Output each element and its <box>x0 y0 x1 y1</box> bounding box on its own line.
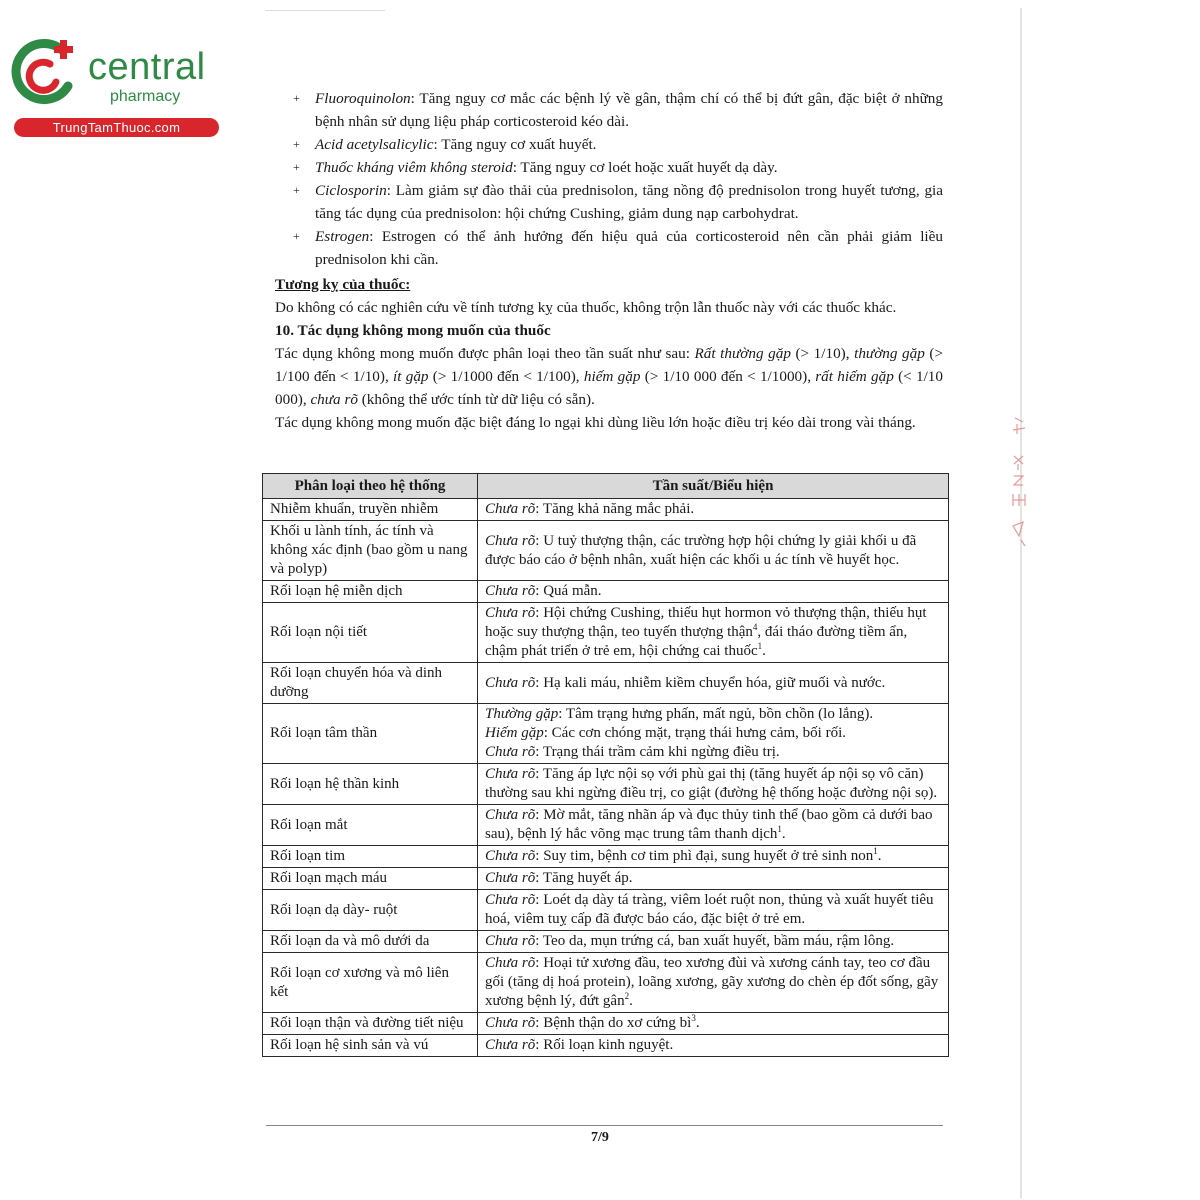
logo-name: central <box>88 46 206 88</box>
incompat-heading: Tương kỵ của thuốc: <box>275 276 411 293</box>
category-cell: Rối loạn dạ dày- ruột <box>263 890 478 931</box>
effect-cell <box>478 499 949 521</box>
effect-text: : Trạng thái trầm cảm khi ngừng điều trị. <box>535 744 780 760</box>
effect-text: , đái tháo đường tiềm ẩn, chậm phát triển ở trẻ em, hội chứng cai thuốc <box>485 624 908 659</box>
central-logo-icon <box>10 38 82 110</box>
table-row <box>263 868 949 890</box>
table-row <box>263 1035 949 1057</box>
effect-line <box>485 705 941 724</box>
effect-line <box>485 954 941 1011</box>
effect-line <box>485 847 941 866</box>
category-cell: Rối loạn hệ sinh sản và vú <box>263 1035 478 1057</box>
effect-text: : Tăng áp lực nội sọ với phù gai thị (tăng huyết áp nội sọ vô căn) thường sau khi ngừng điều trị, co giật (đường hệ thống hoặc đường nội sọ). <box>485 766 938 801</box>
category-cell: Nhiễm khuẩn, truyền nhiễm <box>263 499 478 521</box>
effect-text: : Teo da, mụn trứng cá, ban xuất huyết, bầm máu, rậm lông. <box>535 933 895 949</box>
table-row <box>263 805 949 846</box>
interaction-item <box>275 225 943 271</box>
effect-line <box>485 724 941 743</box>
effect-cell <box>478 1035 949 1057</box>
drug-name: Ciclosporin <box>315 182 387 199</box>
frequency-label: Chưa rõ <box>485 955 536 971</box>
table-row <box>263 931 949 953</box>
table-body <box>263 499 949 1057</box>
effect-cell <box>478 764 949 805</box>
effect-line <box>485 532 941 570</box>
effect-cell <box>478 846 949 868</box>
category-cell: Rối loạn thận và đường tiết niệu <box>263 1013 478 1035</box>
frequency-term: rất hiếm gặp <box>815 368 894 385</box>
table-row <box>263 581 949 603</box>
frequency-term: thường gặp <box>854 345 925 362</box>
frequency-label: Chưa rõ <box>485 807 536 823</box>
frequency-text: (> 1/1000 đến < 1/100), <box>428 368 584 385</box>
effect-text: : Tăng khả năng mắc phải. <box>535 501 695 517</box>
frequency-label: Chưa rõ <box>485 892 536 908</box>
reference-mark: 1 <box>757 641 763 651</box>
effect-cell <box>478 704 949 764</box>
reference-mark: 3 <box>691 1013 696 1023</box>
frequency-label: Hiếm gặp <box>485 725 544 741</box>
frequency-text: (< 1/10 000), <box>275 368 943 408</box>
effect-cell <box>478 603 949 663</box>
table-row <box>263 663 949 704</box>
frequency-label: Chưa rõ <box>485 674 536 691</box>
drug-name: Acid acetylsalicylic <box>315 136 434 153</box>
frequency-text: (không thể ước tính từ dữ liệu có sẵn). <box>357 391 595 408</box>
category-cell: Rối loạn chuyển hóa và dinh dưỡng <box>263 663 478 704</box>
table-row <box>263 603 949 663</box>
stamp-mark-icon <box>1005 410 1033 560</box>
category-cell: Rối loạn cơ xương và mô liên kết <box>263 953 478 1013</box>
effect-line <box>485 1036 941 1055</box>
frequency-term: Rất thường gặp <box>694 345 791 362</box>
reference-mark: 2 <box>624 991 630 1001</box>
frequency-label: Chưa rõ <box>485 1037 536 1053</box>
frequency-term: ít gặp <box>393 368 429 385</box>
table-header-row <box>263 474 949 499</box>
table-row <box>263 890 949 931</box>
side-effects-table <box>262 473 949 1057</box>
table-row <box>263 764 949 805</box>
reference-mark: 4 <box>752 622 758 632</box>
interaction-item <box>275 87 943 133</box>
header-category: Phân loại theo hệ thống <box>263 474 478 499</box>
frequency-label: Chưa rõ <box>485 870 536 886</box>
frequency-term: hiếm gặp <box>583 368 641 385</box>
category-cell: Khối u lành tính, ác tính và không xác định (bao gồm u nang và polyp) <box>263 521 478 581</box>
effect-text: : Mờ mắt, tăng nhãn áp và đục thủy tinh thể (bao gồm cả dưới bao sau), bệnh lý hắc võng mạc trung tâm thanh dịch <box>485 807 933 842</box>
effect-text: : Loét dạ dày tá tràng, viêm loét ruột non, thủng và xuất huyết tiêu hoá, viêm tuỵ cấp đã được báo cáo, đặc biệt ở trẻ em. <box>485 892 934 927</box>
incompat-text: Do không có các nghiên cứu về tính tương kỵ của thuốc, không trộn lẫn thuốc này với các thuốc khác. <box>275 299 897 316</box>
effect-line <box>485 1014 941 1033</box>
effect-text: : Hạ kali máu, nhiễm kiềm chuyển hóa, giữ muối và nước. <box>535 674 886 691</box>
category-cell: Rối loạn mạch máu <box>263 868 478 890</box>
interaction-item <box>275 179 943 225</box>
interaction-text: : Tăng nguy cơ loét hoặc xuất huyết dạ dày. <box>512 159 778 176</box>
category-cell: Rối loạn hệ miễn dịch <box>263 581 478 603</box>
effect-text: . <box>877 848 882 864</box>
frequency-text: (> 1/10 000 đến < 1/1000), <box>640 368 816 385</box>
effect-cell <box>478 931 949 953</box>
frequency-text: Tác dụng không mong muốn được phân loại theo tần suất như sau: <box>275 345 695 362</box>
interaction-text: : Làm giảm sự đào thải của prednisolon, tăng nồng độ prednisolon trong huyết tương, gia tăng tác dụng của prednisolon: hội chứng Cushing, giảm dung nạp carbohydrat. <box>315 182 943 222</box>
frequency-label: Chưa rõ <box>485 1015 536 1031</box>
effect-text: : Hoại tử xương đầu, teo xương đùi và xương cánh tay, teo cơ đầu gối (tăng dị hoá protein), loãng xương, gãy xương do chèn ép đốt sống, gãy xương bệnh lý, đứt gân <box>485 955 939 1009</box>
effect-text: : Quá mẫn. <box>535 583 602 599</box>
interaction-list <box>275 87 943 271</box>
interaction-text: : Tăng nguy cơ mắc các bệnh lý về gân, thậm chí có thể bị đứt gân, đặc biệt ở những bệnh nhân sử dụng liệu pháp corticosteroid kéo dài. <box>315 90 943 130</box>
effect-text: : Suy tim, bệnh cơ tim phì đại, sung huyết ở trẻ sinh non <box>535 848 874 864</box>
frequency-label: Chưa rõ <box>485 766 536 782</box>
category-cell: Rối loạn tâm thần <box>263 704 478 764</box>
interaction-text: : Estrogen có thể ảnh hưởng đến hiệu quả của corticosteroid nên cần phải giảm liều prednisolon khi cần. <box>315 228 943 268</box>
effect-cell <box>478 581 949 603</box>
frequency-label: Chưa rõ <box>485 583 536 599</box>
reference-mark: 1 <box>777 824 782 834</box>
page-number: 7/9 <box>591 1130 609 1145</box>
effect-line <box>485 743 941 762</box>
frequency-label: Thường gặp <box>485 706 559 722</box>
category-cell: Rối loạn nội tiết <box>263 603 478 663</box>
interaction-text: : Tăng nguy cơ xuất huyết. <box>433 136 597 153</box>
section-title: 10. Tác dụng không mong muốn của thuốc <box>275 322 551 339</box>
effect-text: . <box>695 1015 700 1031</box>
effect-cell <box>478 521 949 581</box>
frequency-label: Chưa rõ <box>485 532 536 549</box>
logo-subtitle: pharmacy <box>110 88 181 105</box>
page-edge <box>1020 8 1022 1198</box>
effect-text: : Bệnh thận do xơ cứng bì <box>535 1015 692 1031</box>
effect-text: . <box>781 826 786 842</box>
table-row <box>263 1013 949 1035</box>
frequency-term: chưa rõ <box>310 391 358 408</box>
effect-text: : Tăng huyết áp. <box>535 870 633 886</box>
frequency-label: Chưa rõ <box>485 605 536 621</box>
category-cell: Rối loạn tim <box>263 846 478 868</box>
frequency-text: (> 1/100 đến < 1/10), <box>275 345 944 385</box>
effect-text: : U tuỷ thượng thận, các trường hợp hội chứng ly giải khối u đã được báo cáo ở bệnh nhân, xuất hiện các khối u ác tính về huyết học. <box>485 532 917 568</box>
effect-line <box>485 891 941 929</box>
table-row <box>263 704 949 764</box>
category-cell: Rối loạn hệ thần kinh <box>263 764 478 805</box>
effect-cell <box>478 890 949 931</box>
effect-line <box>485 765 941 803</box>
table-row <box>263 499 949 521</box>
effect-cell <box>478 805 949 846</box>
footer-rule <box>266 1125 943 1126</box>
effect-cell <box>478 663 949 704</box>
effect-text: : Các cơn chóng mặt, trạng thái hưng cảm, bối rối. <box>543 725 846 741</box>
table-row <box>263 953 949 1013</box>
frequency-label: Chưa rõ <box>485 848 536 864</box>
logo-url[interactable]: TrungTamThuoc.com <box>14 118 219 137</box>
frequency-label: Chưa rõ <box>485 501 536 517</box>
frequency-text: (> 1/10), <box>790 345 855 362</box>
frequency-label: Chưa rõ <box>485 933 536 949</box>
interaction-item <box>275 133 943 156</box>
effect-text: : Tâm trạng hưng phấn, mất ngủ, bồn chồn (lo lắng). <box>558 706 874 722</box>
category-cell: Rối loạn da và mô dưới da <box>263 931 478 953</box>
drug-name: Thuốc kháng viêm không steroid <box>315 159 513 176</box>
table-row <box>263 521 949 581</box>
effect-line <box>485 500 941 519</box>
drug-name: Fluoroquinolon <box>315 90 411 107</box>
category-cell: Rối loạn mắt <box>263 805 478 846</box>
effect-text: : Rối loạn kinh nguyệt. <box>535 1037 674 1053</box>
drug-name: Estrogen <box>315 228 370 245</box>
warning-paragraph: Tác dụng không mong muốn đặc biệt đáng lo ngại khi dùng liều lớn hoặc điều trị kéo dài trong vài tháng. <box>275 414 916 431</box>
top-rule <box>265 10 385 11</box>
effect-text: : Hội chứng Cushing, thiếu hụt hormon vỏ thượng thận, thiếu hụt hoặc suy thượng thận, teo tuyến thượng thận <box>485 605 927 640</box>
table-row <box>263 846 949 868</box>
effect-line <box>485 806 941 844</box>
brand-logo[interactable] <box>10 38 215 138</box>
effect-line <box>485 582 941 601</box>
header-frequency: Tần suất/Biểu hiện <box>478 474 949 499</box>
effect-cell <box>478 1013 949 1035</box>
reference-mark: 1 <box>873 846 878 856</box>
effect-line <box>485 604 941 661</box>
effect-text: . <box>762 643 766 659</box>
document-body <box>275 87 943 434</box>
effect-text: . <box>629 993 633 1009</box>
effect-line <box>485 674 941 693</box>
effect-line <box>485 932 941 951</box>
effect-cell <box>478 953 949 1013</box>
effect-cell <box>478 868 949 890</box>
interaction-item <box>275 156 943 179</box>
frequency-paragraph <box>275 342 943 411</box>
frequency-label: Chưa rõ <box>485 744 536 760</box>
effect-line <box>485 869 941 888</box>
